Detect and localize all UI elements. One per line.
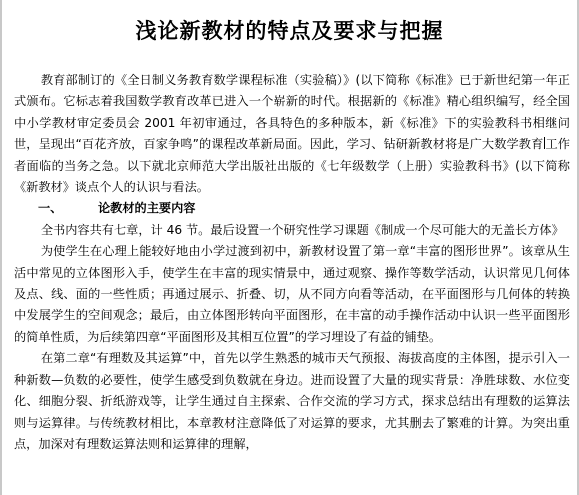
content-paragraph-3: 在第二章“有理数及其运算”中，首先以学生熟悉的城市天气预报、海拔高度的主体图，提示引入一种新数—负数的必要性，使学生感受到负数就在身边。进而设置了大量的现实背景：净胜球数、水位变化、细胞分裂、折纸游戏等，让学生通过自主探索、合作交流的学习方式，探求总结出有理数的运算法则与运算律。与传统教材相比，本章教材注意降低了对运算的要求，尤其删去了繁难的计算。为突出重点，加深对有理数运算法则和运算律的理解， [14,351,570,451]
content-paragraph-2: 为使学生在心理上能较好地由小学过渡到初中，新教材设置了第一章“丰富的图形世界”。该章从生活中常见的立体图形入手，使学生在丰富的现实情景中，通过观察、操作等数学活动，认识常见几何体及点、线、面的一些性质；再通过展示、折叠、切，从不同方向看等活动，在平面图形与几何体的转换中发展学生的空间观念；最后，由立体图形转向平面图形，在丰富的动手操作活动中认识一些平面图形的简单性质，为后续第四章“平面图形及其相互位置”的学习埋设了有益的铺垫。 [14,244,570,344]
document-title: 浅论新教材的特点及要求与把握 [135,19,444,43]
document-body[interactable] [14,70,570,455]
intro-paragraph [14,70,570,198]
page-left-edge [0,0,2,495]
content-paragraph-1: 全书内容共有七章，计 46 节。最后设置一个研究性学习课题《制成一个尽可能大的无盖长方体》 [40,222,564,237]
intro-paragraph-text-part-2: 工作者面临的当务之急。以下就北京师范大学出版社出版的《七年级数学（上册）实验教科书》(以下简称《新教材》谈点个人的认识与看法。 [14,137,570,195]
section-heading-number: 一、 [38,201,63,216]
section-heading [14,198,570,219]
section-heading-text: 论教材的主要内容 [98,201,196,216]
intro-paragraph-text-part-1: 教育部制订的《全日制义务教育数学课程标准（实验稿）》(以下简称《标准》已于新世纪第一年正式颁布。它标志着我国数学教育改革已进入一个崭新的时代。根据新的《标准》精心组织编写，经全国中小学教材审定委员会 2001 年初审通过，各具特色的多种版本，新《标准》下的实验教科书相继问世，呈现出“百花齐放，百家争鸣”的课程改革新局面。因此，学习、钻研新教材将是广大数学教育 [14,73,570,152]
